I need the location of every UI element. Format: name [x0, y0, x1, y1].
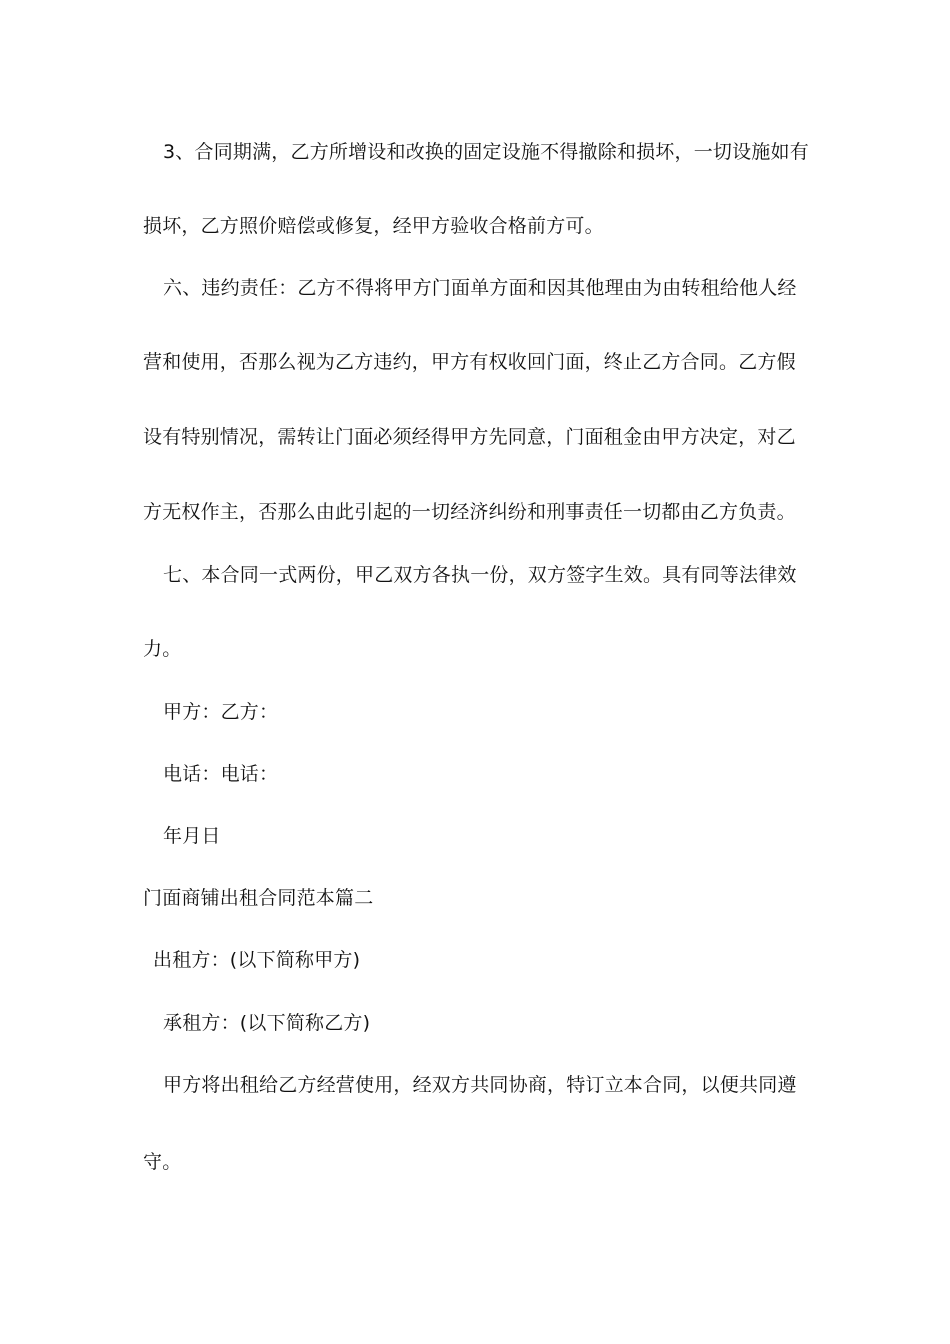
signature-party-line: 甲方：乙方： [163, 701, 279, 723]
clause-3-line-1: 3、合同期满，乙方所增设和改换的固定设施不得撤除和损坏，一切设施如有 [163, 141, 809, 163]
intro-line-2: 守。 [143, 1151, 182, 1173]
clause-3-line-2: 损坏，乙方照价赔偿或修复，经甲方验收合格前方可。 [143, 215, 604, 237]
section-title: 门面商铺出租合同范本篇二 [143, 887, 374, 909]
lessor-line: 出租方：(以下简称甲方) [153, 949, 361, 971]
intro-line-1: 甲方将出租给乙方经营使用，经双方共同协商，特订立本合同，以便共同遵 [163, 1074, 797, 1096]
signature-date-line: 年月日 [163, 825, 221, 847]
lessee-line: 承租方：(以下简称乙方) [163, 1012, 371, 1034]
signature-phone-line: 电话：电话： [163, 763, 279, 785]
clause-6-line-1: 六、违约责任：乙方不得将甲方门面单方面和因其他理由为由转租给他人经 [163, 277, 797, 299]
clause-6-line-2: 营和使用，否那么视为乙方违约，甲方有权收回门面，终止乙方合同。乙方假 [143, 351, 796, 373]
clause-7-line-1: 七、本合同一式两份，甲乙双方各执一份，双方签字生效。具有同等法律效 [163, 564, 797, 586]
clause-6-line-3: 设有特别情况，需转让门面必须经得甲方先同意，门面租金由甲方决定，对乙 [143, 426, 796, 448]
clause-7-line-2: 力。 [143, 638, 182, 660]
clause-6-line-4: 方无权作主，否那么由此引起的一切经济纠纷和刑事责任一切都由乙方负责。 [143, 501, 796, 523]
